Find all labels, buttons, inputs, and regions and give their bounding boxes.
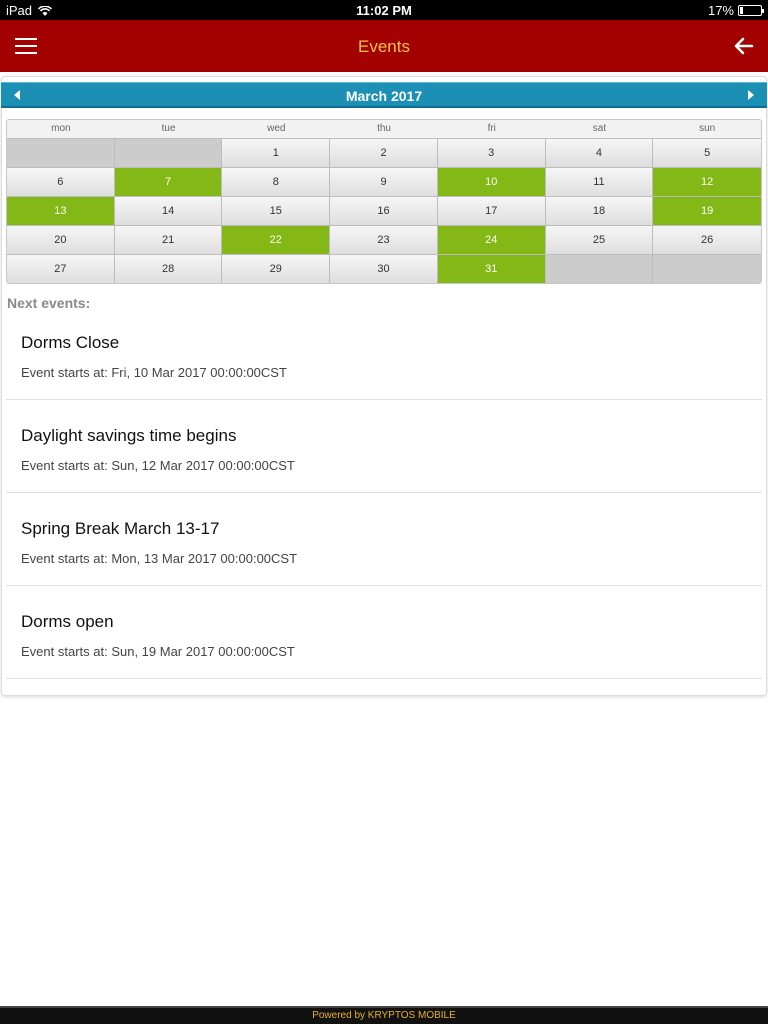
footer [0,1006,768,1024]
month-navigation [1,82,767,108]
calendar-week [7,167,761,196]
event-title: Dorms open [21,612,114,631]
calendar-day[interactable]: 4 [546,139,654,167]
calendar-day[interactable]: 31 [438,255,546,283]
calendar-day [546,255,654,283]
event-time: Event starts at: Fri, 10 Mar 2017 00:00:00CST [21,365,287,380]
battery-percent: 17% [707,3,734,18]
calendar-day[interactable]: 2 [330,139,438,167]
event-item[interactable] [6,400,762,493]
arrow-left-icon[interactable] [730,32,758,60]
calendar-day[interactable]: 16 [330,197,438,225]
status-bar [0,0,768,20]
calendar-day[interactable]: 27 [7,255,115,283]
calendar-day[interactable]: 5 [653,139,761,167]
weekday-label: tue [161,123,176,134]
page-title: Events [358,37,410,56]
calendar-day[interactable]: 12 [653,168,761,196]
calendar-day [653,255,761,283]
calendar-day[interactable]: 11 [546,168,654,196]
event-title: Daylight savings time begins [21,426,237,445]
event-time: Event starts at: Mon, 13 Mar 2017 00:00:00CST [21,551,298,566]
calendar-day[interactable]: 18 [546,197,654,225]
calendar-week [7,196,761,225]
weekday-header [7,120,761,138]
calendar-day[interactable]: 30 [330,255,438,283]
calendar-day[interactable]: 3 [438,139,546,167]
calendar-day[interactable]: 8 [222,168,330,196]
calendar-day[interactable]: 24 [438,226,546,254]
calendar-day[interactable]: 15 [222,197,330,225]
weekday-label: sun [699,123,716,134]
month-label: March 2017 [345,88,423,104]
calendar-day[interactable]: 23 [330,226,438,254]
calendar-day[interactable]: 14 [115,197,223,225]
next-month-button[interactable] [737,83,763,107]
calendar-week [7,225,761,254]
weekday-label: sat [592,123,607,134]
device-name: iPad [6,3,33,18]
calendar-day[interactable]: 19 [653,197,761,225]
weekday-label: wed [267,123,286,134]
calendar-day [7,139,115,167]
calendar-day[interactable]: 9 [330,168,438,196]
event-time: Event starts at: Sun, 19 Mar 2017 00:00:00CST [21,644,295,659]
calendar-day[interactable]: 1 [222,139,330,167]
calendar-day [115,139,223,167]
powered-by-text: Powered by KRYPTOS MOBILE [312,1010,456,1021]
weekday-label: mon [51,123,71,134]
status-time: 11:02 PM [356,3,412,18]
battery-icon [738,5,762,16]
event-time: Event starts at: Sun, 12 Mar 2017 00:00:00CST [21,458,295,473]
calendar-day[interactable]: 28 [115,255,223,283]
events-list [6,307,762,679]
weekday-label: fri [487,123,496,134]
weekday-label: thu [377,123,391,134]
calendar-week [7,254,761,283]
app-header [0,20,768,72]
calendar-day[interactable]: 13 [7,197,115,225]
next-events-heading: Next events: [7,295,91,311]
event-title: Spring Break March 13-17 [21,519,220,538]
calendar-day[interactable]: 17 [438,197,546,225]
calendar-day[interactable]: 22 [222,226,330,254]
calendar-day[interactable]: 25 [546,226,654,254]
calendar-day[interactable]: 7 [115,168,223,196]
calendar-day[interactable]: 21 [115,226,223,254]
calendar-day[interactable]: 29 [222,255,330,283]
calendar-grid [6,119,762,284]
event-item[interactable] [6,307,762,400]
chevron-right-icon [748,90,754,100]
event-item[interactable] [6,493,762,586]
calendar-day[interactable]: 20 [7,226,115,254]
calendar-week [7,138,761,167]
calendar-day[interactable]: 6 [7,168,115,196]
event-item[interactable] [6,586,762,679]
event-title: Dorms Close [21,333,120,352]
calendar-day[interactable]: 26 [653,226,761,254]
calendar-day[interactable]: 10 [438,168,546,196]
